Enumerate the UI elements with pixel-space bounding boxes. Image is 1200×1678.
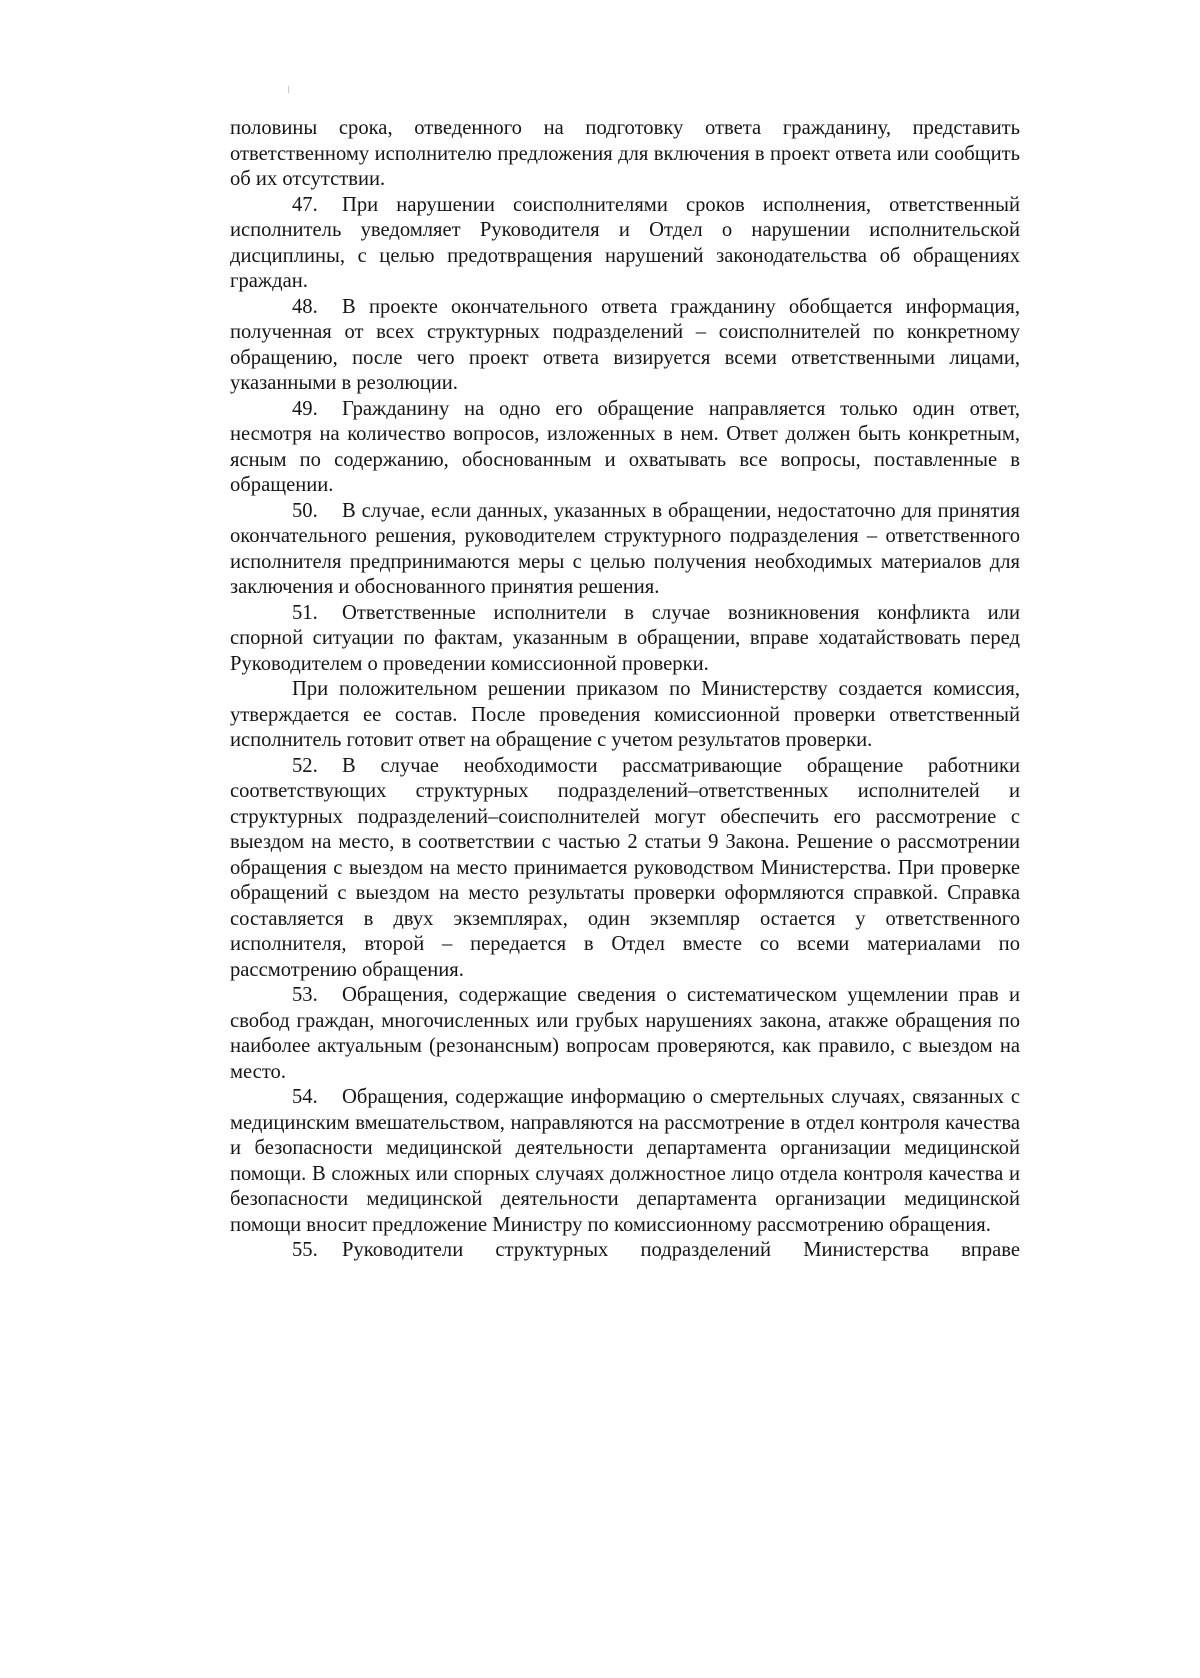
paragraph-text: В случае необходимости рассматривающие обращение работники соответствующих структурных подразделений–ответственных исполнителей и структурных подразделений–соисполнителей могут обеспечить его рассмотрение с выездом на место, в соответствии с частью 2 статьи 9 Закона. Решение о рассмотрении обращения с выездом на место принимается руководством Министерства. При проверке обращений с выездом на место результаты проверки оформляются справкой. Справка составляется в двух экземплярах, один экземпляр остается у ответственного исполнителя, второй – передается в Отдел вместе со всеми материалами по рассмотрению обращения. [230,754,1020,981]
paragraph-text: При положительном решении приказом по Министерству создается комиссия, утверждается ее состав. После проведения комиссионной проверки ответственный исполнитель готовит ответ на обращение с учетом результатов проверки. [230,678,1020,751]
paragraph-51 [230,601,1020,678]
paragraph-text: При нарушении соисполнителями сроков исполнения, ответственный исполнитель уведомляет Руководителя и Отдел о нарушении исполнительской дисциплины, с целью предотвращения нарушений законодательства об обращениях граждан. [230,193,1020,292]
paragraph-48 [230,295,1020,397]
paragraph-continuation [230,116,1020,193]
paragraph-52 [230,754,1020,984]
paragraph-text: В случае, если данных, указанных в обращении, недостаточно для принятия окончательного решения, руководителем структурного подразделения – ответственного исполнителя предпринимаются меры с целью получения необходимых материалов для заключения и обоснованного принятия решения. [230,499,1020,598]
paragraph-text: Ответственные исполнители в случае возникновения конфликта или спорной ситуации по фактам, указанным в обращении, вправе ходатайствовать перед Руководителем о проведении комиссионной проверки. [230,601,1020,675]
paragraph-text: Гражданину на одно его обращение направляется только один ответ, несмотря на количество вопросов, изложенных в нем. Ответ должен быть конкретным, ясным по содержанию, обоснованным и охватывать все вопросы, поставленные в обращении. [230,397,1020,496]
paragraph-text: В проекте окончательного ответа гражданину обобщается информация, полученная от всех структурных подразделений – соисполнителей по конкретному обращению, после чего проект ответа визируется всеми ответственными лицами, указанными в резолюции. [230,295,1020,394]
paragraph-number: 52. [292,754,318,777]
document-body [230,116,1020,1264]
paragraph-number: 55. [292,1239,318,1261]
paragraph-number: 51. [292,601,318,624]
paragraph-text: Руководители структурных подразделений Министерства вправе [342,1239,1020,1261]
paragraph-55 [230,1238,1020,1264]
paragraph-51-continued [230,677,1020,754]
paragraph-number: 50. [292,499,318,522]
paragraph-text: Обращения, содержащие информацию о смертельных случаях, связанных с медицинским вмешательством, направляются на рассмотрение в отдел контроля качества и безопасности медицинской деятельности департамента организации медицинской помощи. В сложных или спорных случаях должностное лицо отдела контроля качества и безопасности медицинской деятельности департамента организации медицинской помощи вносит предложение Министру по комиссионному рассмотрению обращения. [230,1086,1020,1236]
paragraph-number: 49. [292,397,318,420]
paragraph-text: Обращения, содержащие сведения о систематическом ущемлении прав и свобод граждан, многочисленных или грубых нарушениях закона, атакже обращения по наиболее актуальным (резонансным) вопросам проверяются, как правило, с выездом на место. [230,984,1020,1083]
paragraph-49 [230,397,1020,499]
paragraph-53 [230,983,1020,1085]
scan-mark [288,86,289,93]
paragraph-number: 48. [292,295,318,318]
paragraph-50 [230,499,1020,601]
paragraph-number: 53. [292,984,318,1006]
paragraph-text: половины срока, отведенного на подготовку ответа гражданину, представить ответственному исполнителю предложения для включения в проект ответа или сообщить об их отсутствии. [230,117,1020,190]
paragraph-47 [230,193,1020,295]
paragraph-number: 47. [292,193,318,216]
paragraph-number: 54. [292,1086,318,1108]
paragraph-54 [230,1085,1020,1238]
